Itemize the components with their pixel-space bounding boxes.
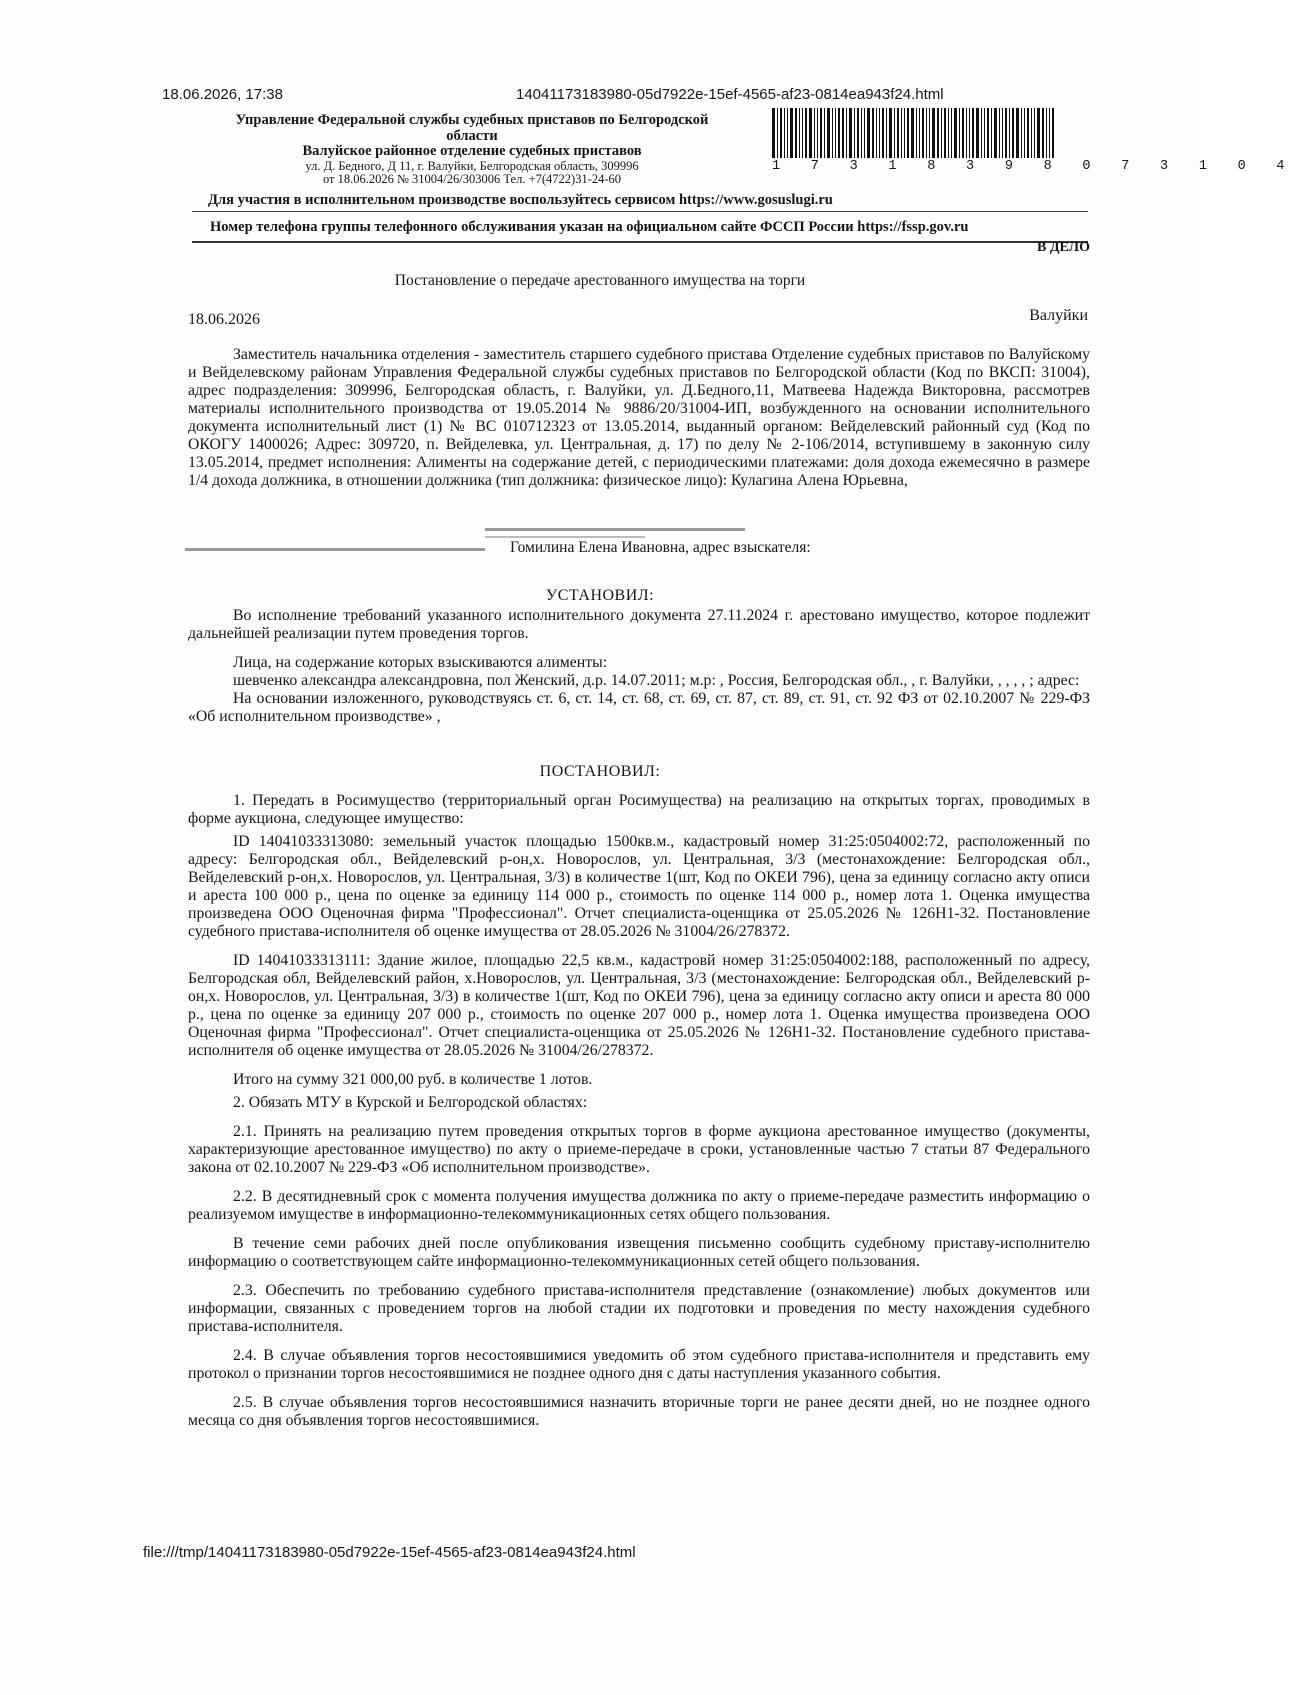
barcode xyxy=(772,108,1296,174)
header-divider-bottom xyxy=(192,241,1088,243)
resolved-item: 2.5. В случае объявления торгов несостоявшимися назначить вторичные торги не ранее десяти дней, но не позднее одного месяца со дня объявления торгов несостоявшимися. xyxy=(188,1394,1090,1429)
print-filename: 14041173183980-05d7922e-15ef-4565-af23-0814ea943f24.html xyxy=(516,86,944,103)
document-city: Валуйки xyxy=(1029,307,1088,324)
document-title: Постановление о передаче арестованного имущества на торги xyxy=(394,272,806,289)
legal-basis: На основании изложенного, руководствуясь ст. 6, ст. 14, ст. 68, ст. 69, ст. 87, ст. 89, ст. 91, ст. 92 ФЗ от 02.10.2007 № 229-ФЗ «Об исполнительном производстве» , xyxy=(188,690,1090,725)
gosuslugi-notice: Для участия в исполнительном производстве воспользуйтесь сервисом https://www.gosuslugi.ru xyxy=(208,192,833,208)
established-paragraph: Во исполнение требований указанного исполнительного документа 27.11.2024 г. арестовано имущество, которое подлежит дальнейшей реализации путем проведения торгов. xyxy=(188,607,1090,642)
agency-name-line2: области xyxy=(446,127,498,144)
department-name: Валуйское районное отделение судебных приставов xyxy=(302,143,642,159)
property-item-house: ID 14041033313111: Здание жилое, площадью 22,5 кв.м., кадастровй номер 31:25:0504002:188, расположенный по адресу, Белгородская обл, Вейделевский район, х.Новорослов, ул. Центральная, 3/3 (местонахождение: Белгородская обл., Вейделевский р-он,х. Новорослов, ул. Центральная, 3/3) в количестве 1(шт, Код по ОКЕИ 796), цена за единицу согласно акту описи и ареста 80 000 р., цена по оценке за единицу 207 000 р., стоимость по оценке 207 000 р., номер лота 1. Оценка имущества произведена ООО Оценочная фирма "Профессионал". Отчет специалиста-оценщика от 25.05.2026 № 126Н1-32. Постановление судебного пристава-исполнителя об оценке имущества от 28.05.2026 № 31004/26/278372. xyxy=(188,952,1090,1059)
archive-stamp: В ДЕЛО xyxy=(1037,240,1090,255)
print-footer-url: file:///tmp/14041173183980-05d7922e-15ef-4565-af23-0814ea943f24.html xyxy=(143,1544,636,1561)
alimony-persons-label: Лица, на содержание которых взыскиваются алименты: xyxy=(233,654,608,671)
resolved-section xyxy=(188,792,1090,1441)
document-date: 18.06.2026 xyxy=(188,311,260,328)
phone-notice: Номер телефона группы телефонного обслуживания указан на официальном сайте ФССП России https://fssp.gov.ru xyxy=(210,219,969,235)
resolved-item: 2.2. В десятидневный срок с момента получения имущества должника по акту о приеме-передаче разместить информацию о реализуемом имуществе в информационно-телекоммуникационных сетях общего пользования. xyxy=(188,1188,1090,1223)
agency-address: ул. Д. Бедного, Д 11, г. Валуйки, Белгородская область, 309996 xyxy=(305,158,639,173)
barcode-bars xyxy=(772,108,1070,158)
resolved-heading: ПОСТАНОВИЛ: xyxy=(539,763,661,780)
resolved-item: 2.3. Обеспечить по требованию судебного пристава-исполнителя представление (ознакомление) любых документов или информации, связанных с проведением торгов на любой стадии их подготовки и проведения по месту нахождения судебного пристава-исполнителя. xyxy=(188,1282,1090,1335)
established-section xyxy=(188,607,1090,726)
agency-name-line1: Управление Федеральной службы судебных приставов по Белгородской xyxy=(235,112,709,128)
agency-header xyxy=(200,113,744,187)
resolved-item: 1. Передать в Росимущество (территориальный орган Росимущества) на реализацию на открытых торгах, проводимых в форме аукциона, следующее имущество: xyxy=(188,792,1090,827)
resolved-item: В течение семи рабочих дней после опубликования извещения письменно сообщить судебному приставу-исполнителю информацию о соответствующем сайте информационно-телекоммуникационных сетей общего пользования. xyxy=(188,1235,1090,1270)
intro-section xyxy=(188,346,1090,490)
resolved-item: 2.1. Принять на реализацию путем проведения открытых торгов в форме аукциона арестованное имущество (документы, характеризующие арестованное имущество) по акту о приеме-передаче в сроки, установленные частью 7 статьи 87 Федерального закона от 02.10.2007 № 229-ФЗ «Об исполнительном производстве». xyxy=(188,1123,1090,1176)
print-timestamp: 18.06.2026, 17:38 xyxy=(162,86,283,103)
property-item-land: ID 14041033313080: земельный участок площадью 1500кв.м., кадастровый номер 31:25:0504002:72, расположенный по адресу: Белгородская обл., Вейделевский р-он,х. Новорослов, ул. Центральная, 3/3 (местонахождение: Белгородская обл., Вейделевский р-он,х. Новорослов, ул. Центральная, 3/3) в количестве 1(шт, Код по ОКЕИ 796), цена за единицу согласно акту описи и ареста 100 000 р., цена по оценке за единицу 114 000 р., стоимость по оценке 114 000 р., номер лота 1. Оценка имущества произведена ООО Оценочная фирма "Профессионал". Отчет специалиста-оценщика от 25.05.2026 № 126Н1-32. Постановление судебного пристава-исполнителя об оценке имущества от 28.05.2026 № 31004/26/278372. xyxy=(188,833,1090,940)
alimony-person: шевченко александра александровна, пол Женский, д.р. 14.07.2011; м.р: , Россия, Белгородская обл., , г. Валуйки, , , , , ; адрес: xyxy=(233,672,1080,689)
resolved-item: 2. Обязать МТУ в Курской и Белгородской областях: xyxy=(233,1094,588,1111)
agency-reference: от 18.06.2026 № 31004/26/303006 Тел. +7(4722)31-24-60 xyxy=(322,172,622,186)
total-sum: Итого на сумму 321 000,00 руб. в количестве 1 лотов. xyxy=(233,1071,593,1088)
recoverer-line: Гомилина Елена Ивановна, адрес взыскателя: xyxy=(510,539,811,556)
established-heading: УСТАНОВИЛ: xyxy=(545,587,655,604)
resolved-item: 2.4. В случае объявления торгов несостоявшимися уведомить об этом судебного пристава-исполнителя и представить ему протокол о признании торгов несостоявшимися не позднее одного дня с даты наступления указанного события. xyxy=(188,1347,1090,1382)
intro-paragraph: Заместитель начальника отделения - заместитель старшего судебного пристава Отделение судебных приставов по Валуйскому и Вейделевскому районам Управления Федеральной службы судебных приставов по Белгородской области (Код по ВКСП: 31004), адрес подразделения: 309996, Белгородская область, г. Валуйки, ул. Д.Бедного,11, Матвеева Надежда Викторовна, рассмотрев материалы исполнительного производства от 19.05.2014 № 9886/20/31004-ИП, возбужденного на основании исполнительного документа исполнительный лист (1) № ВС 010712323 от 13.05.2014, выданный органом: Вейделевский районный суд (Код по ОКОГУ 1400026; Адрес: 309720, п. Вейделевка, ул. Центральная, д. 17) по делу № 2-106/2014, вступившему в законную силу 13.05.2014, предмет исполнения: Алименты на содержание детей, с периодическими платежами: доля дохода ежемесячно в размере 1/4 дохода должника, в отношении должника (тип должника: физическое лицо): Кулагина Алена Юрьевна, xyxy=(188,346,1090,489)
header-divider xyxy=(192,211,1088,212)
barcode-digits: 1 7 3 1 8 3 9 8 0 7 3 1 0 4 xyxy=(772,159,1296,174)
